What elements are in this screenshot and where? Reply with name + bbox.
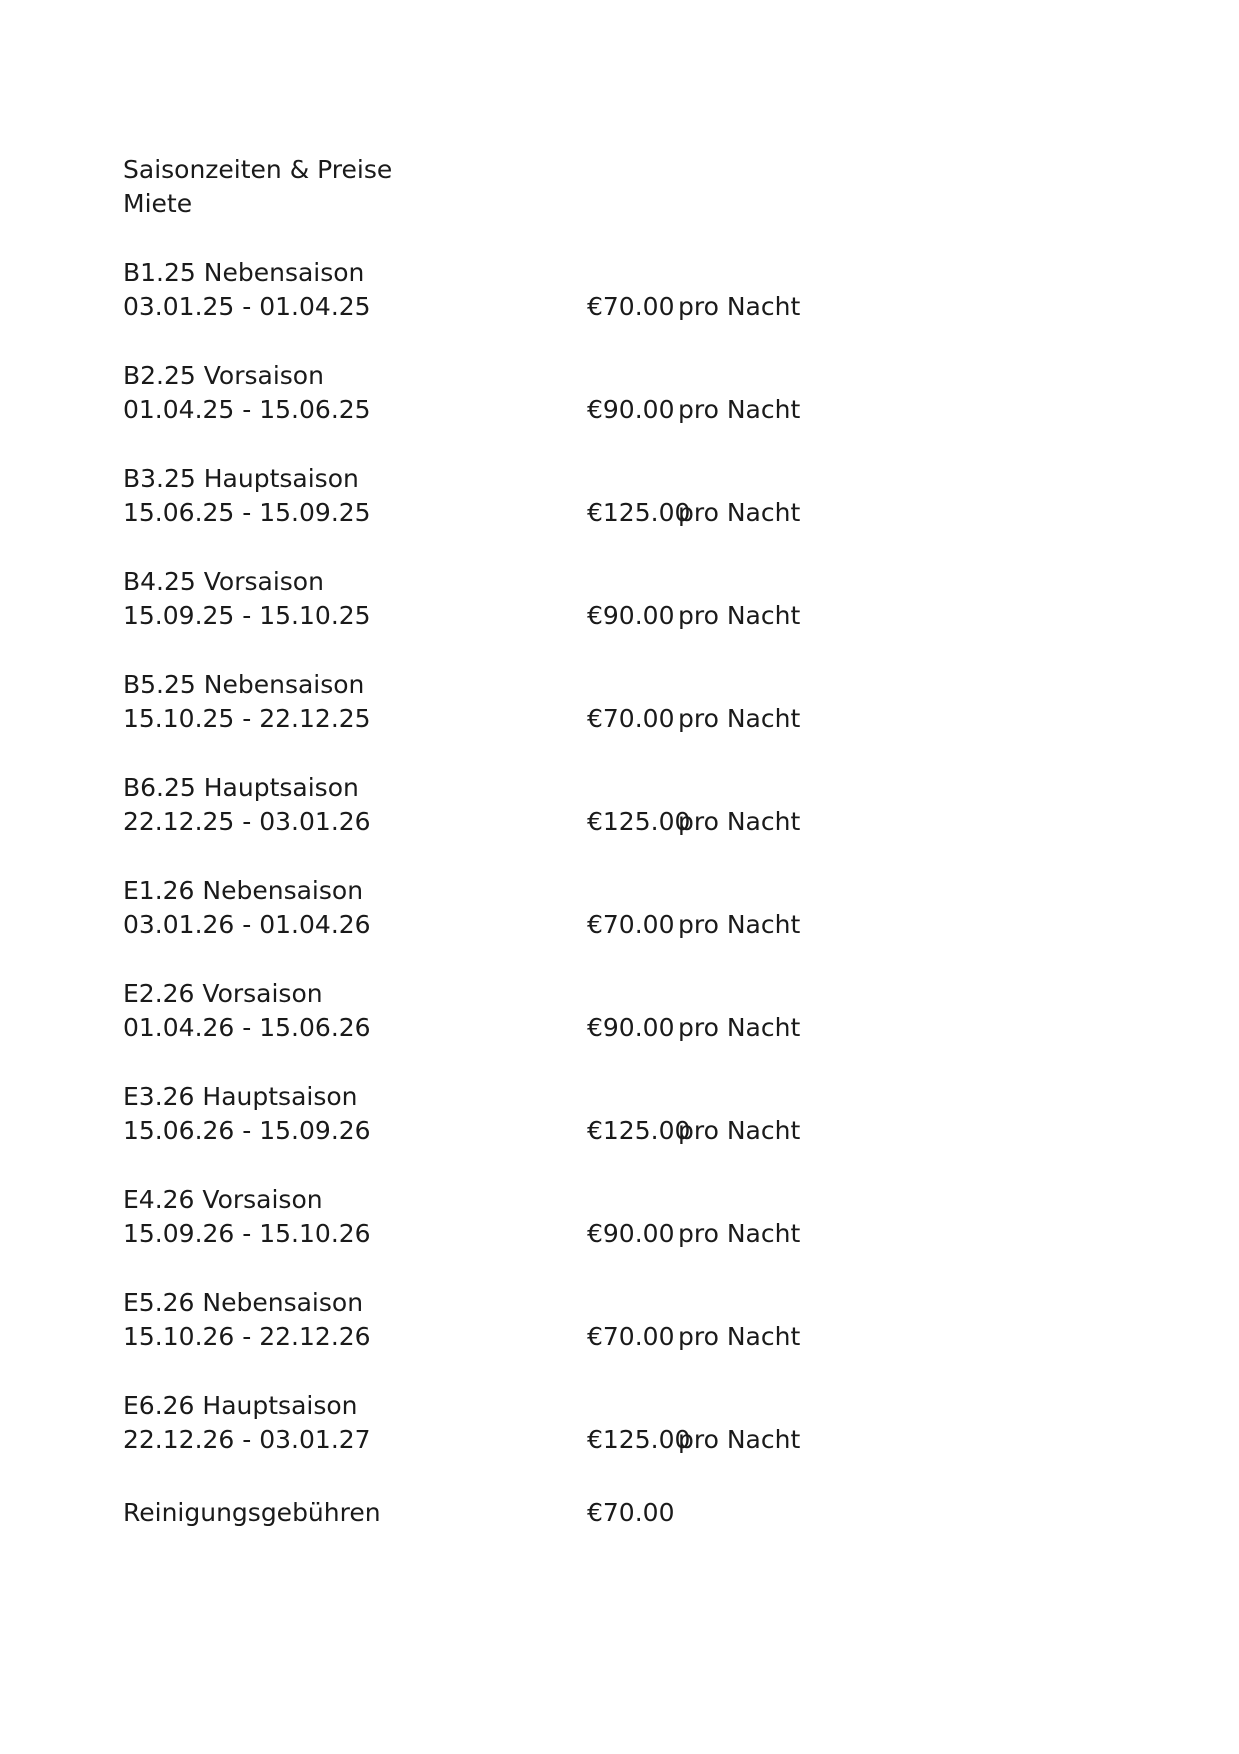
season-price-unit: pro Nacht [678,1322,801,1351]
season-entry [123,1080,1123,1183]
season-name: B2.25 Vorsaison [123,361,324,390]
cleaning-fee-label: Reinigungsgebühren [123,1498,381,1527]
season-price [587,1011,800,1045]
season-price-unit: pro Nacht [678,1219,801,1248]
season-price-unit: pro Nacht [678,498,801,527]
season-name: E6.26 Hauptsaison [123,1391,358,1420]
season-dates: 01.04.25 - 15.06.25 [123,395,371,424]
season-name: B5.25 Nebensaison [123,670,365,699]
season-price [587,908,800,942]
season-dates: 15.10.25 - 22.12.25 [123,704,371,733]
page-subtitle: Miete [123,189,193,218]
season-name: B1.25 Nebensaison [123,258,365,287]
season-price-unit: pro Nacht [678,601,801,630]
season-name: E2.26 Vorsaison [123,979,323,1008]
season-price-unit: pro Nacht [678,395,801,424]
cleaning-fee-amount: €70.00 [587,1498,675,1527]
season-price-amount: €125.00 [587,1425,691,1454]
season-dates: 15.09.25 - 15.10.25 [123,601,371,630]
season-dates: 03.01.26 - 01.04.26 [123,910,371,939]
season-entry [123,874,1123,977]
season-dates: 22.12.25 - 03.01.26 [123,807,371,836]
season-entry [123,359,1123,462]
season-price-amount: €90.00 [587,1219,675,1248]
season-price [587,393,800,427]
season-entry [123,977,1123,1080]
season-dates: 15.10.26 - 22.12.26 [123,1322,371,1351]
page-title: Saisonzeiten & Preise [123,155,393,184]
season-price-unit: pro Nacht [678,910,801,939]
season-name: E1.26 Nebensaison [123,876,364,905]
season-entry [123,771,1123,874]
season-price-unit: pro Nacht [678,1013,801,1042]
season-name: E5.26 Nebensaison [123,1288,364,1317]
season-price-amount: €90.00 [587,1013,675,1042]
season-price-amount: €125.00 [587,1116,691,1145]
season-dates: 15.06.25 - 15.09.25 [123,498,371,527]
season-price-list [123,256,1123,1492]
season-entry [123,256,1123,359]
season-price-amount: €90.00 [587,395,675,424]
season-price [587,496,800,530]
season-price-unit: pro Nacht [678,704,801,733]
season-name: E4.26 Vorsaison [123,1185,323,1214]
season-name: E3.26 Hauptsaison [123,1082,358,1111]
season-dates: 01.04.26 - 15.06.26 [123,1013,371,1042]
season-entry [123,1183,1123,1286]
season-price-unit: pro Nacht [678,1425,801,1454]
season-price-unit: pro Nacht [678,1116,801,1145]
season-price [587,805,800,839]
season-entry [123,1389,1123,1492]
season-price-unit: pro Nacht [678,292,801,321]
season-price-amount: €125.00 [587,498,691,527]
season-entry [123,565,1123,668]
season-name: B6.25 Hauptsaison [123,773,359,802]
season-price [587,1423,800,1457]
season-price-amount: €70.00 [587,292,675,321]
season-dates: 15.06.26 - 15.09.26 [123,1116,371,1145]
season-price [587,599,800,633]
season-price [587,1217,800,1251]
season-price-amount: €70.00 [587,704,675,733]
season-name: B3.25 Hauptsaison [123,464,359,493]
season-price-amount: €70.00 [587,1322,675,1351]
season-price [587,290,800,324]
season-entry [123,668,1123,771]
season-entry [123,462,1123,565]
season-price-amount: €125.00 [587,807,691,836]
season-dates: 03.01.25 - 01.04.25 [123,292,371,321]
season-price [587,702,800,736]
season-price-amount: €70.00 [587,910,675,939]
season-dates: 22.12.26 - 03.01.27 [123,1425,371,1454]
season-name: B4.25 Vorsaison [123,567,324,596]
document-header [123,153,392,221]
season-entry [123,1286,1123,1389]
season-price [587,1320,800,1354]
season-price-unit: pro Nacht [678,807,801,836]
season-price [587,1114,800,1148]
season-dates: 15.09.26 - 15.10.26 [123,1219,371,1248]
season-price-amount: €90.00 [587,601,675,630]
cleaning-fee-row [123,1496,1123,1530]
